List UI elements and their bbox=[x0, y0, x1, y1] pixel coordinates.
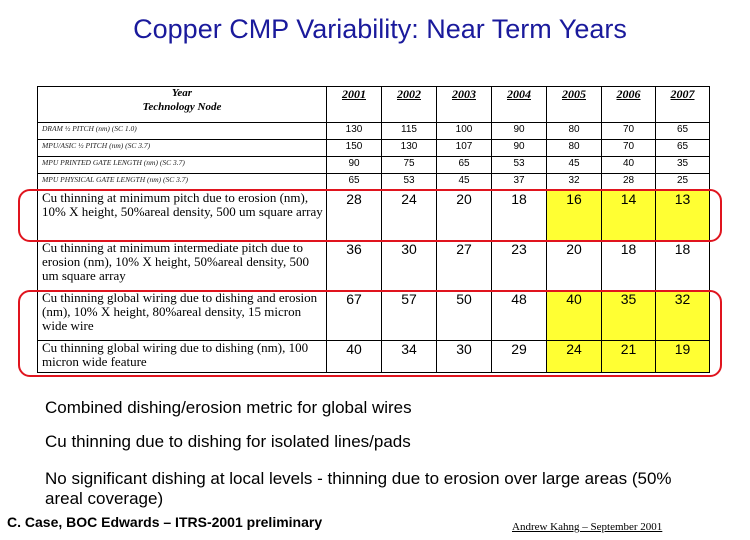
table-cell: 20 bbox=[437, 191, 492, 241]
table-cell: 130 bbox=[327, 123, 382, 140]
slide-title: Copper CMP Variability: Near Term Years bbox=[133, 14, 627, 44]
table-row bbox=[38, 123, 710, 140]
year-2005: 2005 bbox=[547, 87, 602, 123]
header-label-cell bbox=[38, 87, 327, 123]
table-cell: 150 bbox=[327, 140, 382, 157]
table-row bbox=[38, 241, 710, 291]
highlight-box-global-wiring bbox=[18, 290, 722, 377]
source-credit: C. Case, BOC Edwards – ITRS-2001 preliminary bbox=[7, 514, 323, 530]
table-cell: 13 bbox=[656, 191, 710, 241]
table-cell: 24 bbox=[547, 341, 602, 373]
table-cell: 90 bbox=[327, 157, 382, 174]
table-cell: 45 bbox=[437, 174, 492, 191]
table-cell: 70 bbox=[602, 123, 656, 140]
table-cell: 40 bbox=[547, 291, 602, 341]
table-cell: 25 bbox=[656, 174, 710, 191]
table-cell: 28 bbox=[602, 174, 656, 191]
year-2006: 2006 bbox=[602, 87, 656, 123]
table-cell: 32 bbox=[656, 291, 710, 341]
table-cell: 32 bbox=[547, 174, 602, 191]
table-cell: 50 bbox=[437, 291, 492, 341]
table-cell: 14 bbox=[602, 191, 656, 241]
table-cell: 45 bbox=[547, 157, 602, 174]
year-2004: 2004 bbox=[492, 87, 547, 123]
table-cell: 34 bbox=[382, 341, 437, 373]
table-cell: 65 bbox=[656, 140, 710, 157]
row-label: DRAM ½ PITCH (nm) (SC 1.0) bbox=[38, 123, 327, 140]
table-cell: 75 bbox=[382, 157, 437, 174]
table-cell: 40 bbox=[327, 341, 382, 373]
table-cell: 30 bbox=[437, 341, 492, 373]
row-label: MPU PRINTED GATE LENGTH (nm) (SC 3.7) bbox=[38, 157, 327, 174]
table-row bbox=[38, 140, 710, 157]
table-cell: 18 bbox=[602, 241, 656, 291]
table-cell: 23 bbox=[492, 241, 547, 291]
table-cell: 90 bbox=[492, 123, 547, 140]
table-cell: 100 bbox=[437, 123, 492, 140]
bullet-cu-thinning: Cu thinning due to dishing for isolated lines/pads bbox=[45, 432, 411, 451]
row-label: Cu thinning global wiring due to dishing and erosion (nm), 10% X height, 80%areal density, 15 micron wide wire bbox=[38, 291, 327, 341]
table-cell: 37 bbox=[492, 174, 547, 191]
row-label: Cu thinning at minimum intermediate pitch due to erosion (nm), 10% X height, 50%areal density, 500 um square array bbox=[38, 241, 327, 291]
row-label: MPU/ASIC ½ PITCH (nm) (SC 3.7) bbox=[38, 140, 327, 157]
table-cell: 80 bbox=[547, 140, 602, 157]
row-label: Cu thinning global wiring due to dishing (nm), 100 micron wide feature bbox=[38, 341, 327, 373]
table-cell: 19 bbox=[656, 341, 710, 373]
table-cell: 65 bbox=[437, 157, 492, 174]
table-cell: 115 bbox=[382, 123, 437, 140]
table-cell: 53 bbox=[382, 174, 437, 191]
table-cell: 18 bbox=[656, 241, 710, 291]
table-cell: 53 bbox=[492, 157, 547, 174]
table-row bbox=[38, 174, 710, 191]
header-row bbox=[38, 87, 710, 123]
table-cell: 65 bbox=[327, 174, 382, 191]
header-year-label: Year bbox=[171, 87, 193, 99]
table-cell: 20 bbox=[547, 241, 602, 291]
author-footer: Andrew Kahng – September 2001 bbox=[512, 521, 663, 533]
table-row bbox=[38, 157, 710, 174]
bullet-no-dishing: No significant dishing at local levels - thinning due to erosion over large areas (50% areal coverage) bbox=[45, 469, 672, 508]
table-cell: 35 bbox=[656, 157, 710, 174]
table-cell: 18 bbox=[492, 191, 547, 241]
table-cell: 65 bbox=[656, 123, 710, 140]
row-label: Cu thinning at minimum pitch due to erosion (nm), 10% X height, 50%areal density, 500 um square array bbox=[38, 191, 327, 241]
table-cell: 35 bbox=[602, 291, 656, 341]
year-2003: 2003 bbox=[437, 87, 492, 123]
table-cell: 90 bbox=[492, 140, 547, 157]
year-2007: 2007 bbox=[656, 87, 710, 123]
table-cell: 107 bbox=[437, 140, 492, 157]
table-cell: 30 bbox=[382, 241, 437, 291]
year-2002: 2002 bbox=[382, 87, 437, 123]
table-cell: 57 bbox=[382, 291, 437, 341]
table-cell: 28 bbox=[327, 191, 382, 241]
header-node-label: Technology Node bbox=[142, 100, 222, 113]
row-label: MPU PHYSICAL GATE LENGTH (nm) (SC 3.7) bbox=[38, 174, 327, 191]
bullet-dishing-erosion: Combined dishing/erosion metric for global wires bbox=[45, 398, 412, 417]
table-cell: 48 bbox=[492, 291, 547, 341]
table-cell: 67 bbox=[327, 291, 382, 341]
table-cell: 29 bbox=[492, 341, 547, 373]
highlight-box-erosion bbox=[18, 189, 722, 242]
table-cell: 80 bbox=[547, 123, 602, 140]
table-cell: 24 bbox=[382, 191, 437, 241]
year-2001: 2001 bbox=[327, 87, 382, 123]
table-cell: 21 bbox=[602, 341, 656, 373]
table-cell: 40 bbox=[602, 157, 656, 174]
table-cell: 36 bbox=[327, 241, 382, 291]
table-cell: 16 bbox=[547, 191, 602, 241]
table-cell: 130 bbox=[382, 140, 437, 157]
table-cell: 70 bbox=[602, 140, 656, 157]
table-cell: 27 bbox=[437, 241, 492, 291]
